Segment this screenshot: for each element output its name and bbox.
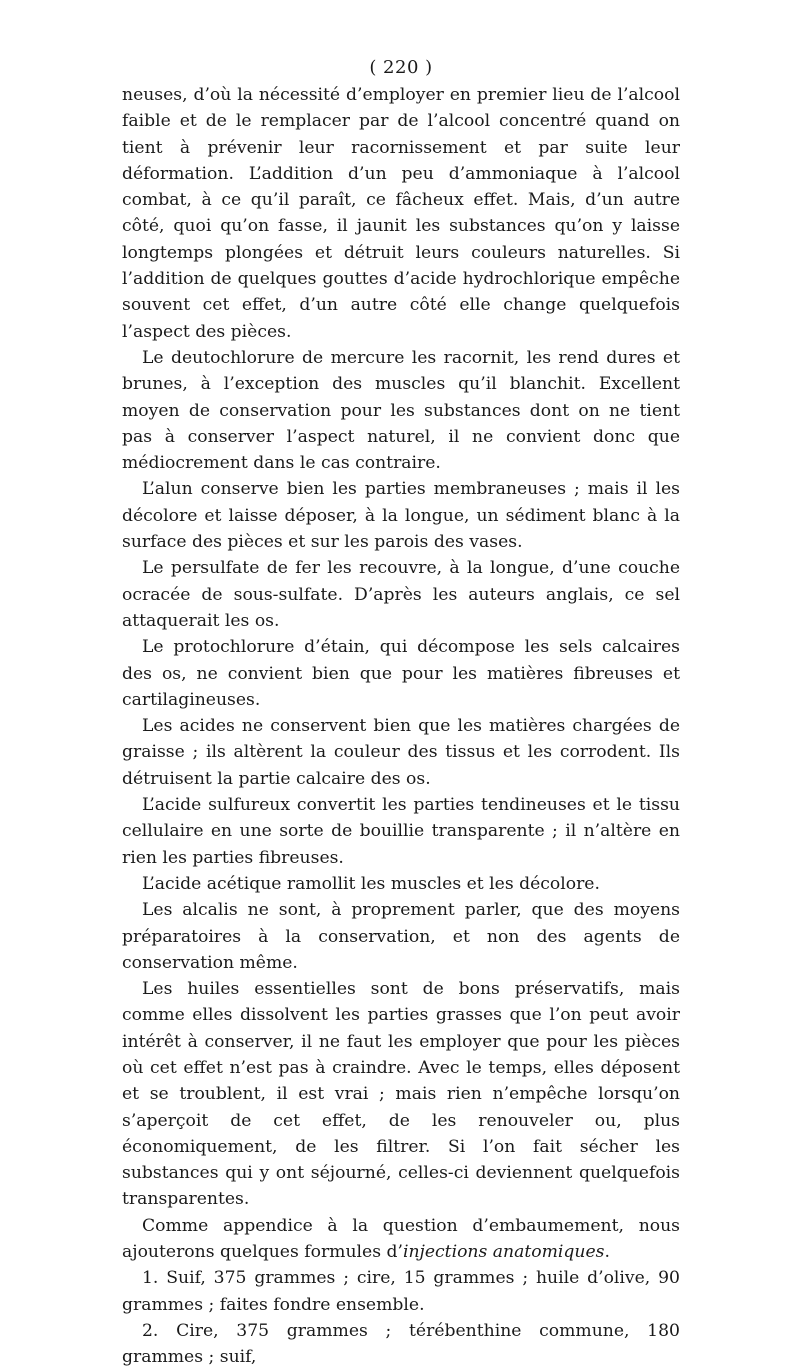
- paragraph-persulfate: Le persulfate de fer les recouvre, à la longue, d’une couche ocracée de sous-sulfate. D’après les auteurs anglais, ce sel attaquerait les os.: [122, 558, 680, 631]
- paragraph-acide-sulfureux: L’acide sulfureux convertit les parties tendineuses et le tissu cellulaire en une sorte de bouillie transparente ; il n’altère en rien les parties fibreuses.: [122, 795, 680, 868]
- paragraph-huiles: Les huiles essentielles sont de bons préservatifs, mais comme elles dissolvent les parties grasses que l’on peut avoir intérêt à conserver, il ne faut les employer que pour les pièces où cet effet n’est pas à craindre. Avec le temps, elles déposent et se troublent, il est vrai ; mais rien n’empêche lorsqu’on s’aperçoit de cet effet, de les renouveler ou, plus économiquement, de les filtrer. Si l’on fait sécher les substances qui y ont séjourné, celles-ci deviennent quelquefois transparentes.: [122, 979, 680, 1210]
- appendice-text: Comme appendice à la question d’embaumement, nous ajouterons quelques formules d’: [122, 1215, 680, 1263]
- book-page: [122, 56, 680, 1371]
- paragraph-alun: L’alun conserve bien les parties membraneuses ; mais il les décolore et laisse déposer, à la longue, un sédiment blanc à la surface des pièces et sur les parois des vases.: [122, 479, 680, 553]
- paragraph-appendice: [122, 1213, 680, 1266]
- paragraph-acide-acetique: L’acide acétique ramollit les muscles et les décolore.: [142, 873, 600, 894]
- formula-item-2: 2. Cire, 375 grammes ; térébenthine commune, 180 grammes ; suif,: [122, 1320, 680, 1368]
- paragraph-deutochlorure: Le deutochlorure de mercure les racornit, les rend dures et brunes, à l’exception des muscles qu’il blanchit. Excellent moyen de conservation pour les substances dont on ne tient pas à conserver l’aspect naturel, il ne convient donc que médiocrement dans le cas contraire.: [122, 347, 680, 474]
- appendice-italic: injections anatomiques: [402, 1242, 605, 1263]
- appendice-end: .: [604, 1242, 610, 1263]
- paragraph-alcalis: Les alcalis ne sont, à proprement parler, que des moyens préparatoires à la conservation, et non des agents de conservation même.: [122, 900, 680, 973]
- paragraph-alcool: neuses, d’où la nécessité d’employer en premier lieu de l’alcool faible et de le remplacer par de l’alcool concentré quand on tient à prévenir leur racornissement et par suite leur déformation. L’addition d’un peu d’ammoniaque à l’alcool combat, à ce qu’il paraît, ce fâcheux effet. Mais, d’un autre côté, quoi qu’on fasse, il jaunit les substances qu’on y laisse longtemps plongées et détruit leurs couleurs naturelles. Si l’addition de quelques gouttes d’acide hydrochlorique empêche souvent cet effet, d’un autre côté elle change quelquefois l’aspect des pièces.: [122, 85, 680, 342]
- formula-item-1: 1. Suif, 375 grammes ; cire, 15 grammes ; huile d’olive, 90 grammes ; faites fondre ensemble.: [122, 1268, 680, 1315]
- paragraph-protochlorure: Le protochlorure d’étain, qui décompose les sels calcaires des os, ne convient bien que pour les matières fibreuses et cartilagineuses.: [122, 637, 680, 710]
- paragraph-acides: Les acides ne conservent bien que les matières chargées de graisse ; ils altèrent la couleur des tissus et les corrodent. Ils détruisent la partie calcaire des os.: [122, 716, 680, 789]
- page-number: ( 220 ): [369, 57, 433, 78]
